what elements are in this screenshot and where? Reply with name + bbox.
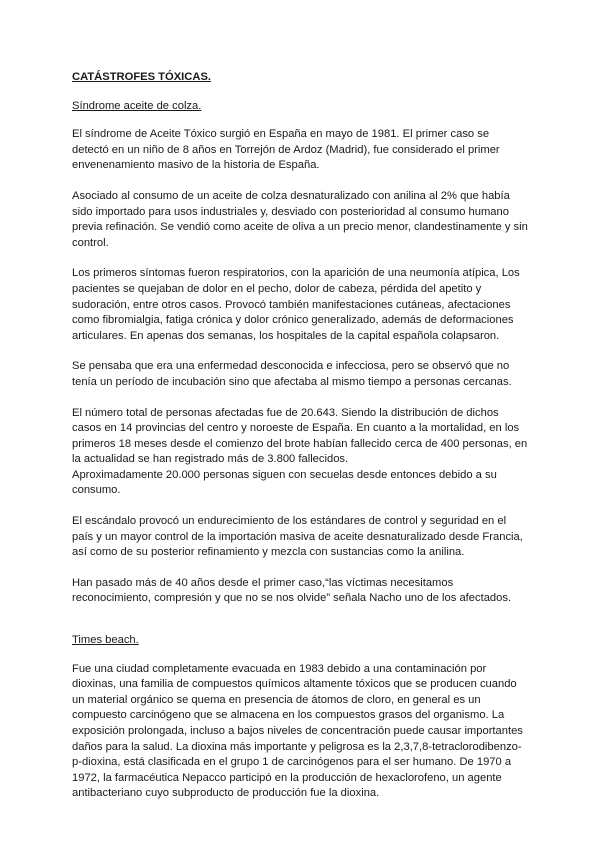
paragraph: El número total de personas afectadas fue de 20.643. Siendo la distribución de dichos casos en 14 provincias del centro y noroeste de España. En cuanto a la mortalidad, en los primeros 18 meses desde el comienzo del brote habían fallecido cerca de 400 personas, en la actualidad se han registrado más de 3.800 fallecidos. xyxy=(72,406,528,466)
section-heading-colza: Síndrome aceite de colza. xyxy=(72,99,202,112)
paragraph: El escándalo provocó un endurecimiento de los estándares de control y seguridad en el país y un mayor control de la importación masiva de aceite desnaturalizado desde Francia, así como de su posterior refinamiento y mezcla con sustancias como la anilina. xyxy=(72,515,523,559)
paragraph: Se pensaba que era una enfermedad desconocida e infecciosa, pero se observó que no tenía un período de incubación sino que afectaba al mismo tiempo a personas cercanas. xyxy=(72,360,512,388)
paragraph: Han pasado más de 40 años desde el primer caso,“las víctimas necesitamos reconocimiento, compresión y que no se nos olvide” señala Nacho uno de los afectados. xyxy=(72,576,512,605)
paragraph: Fue una ciudad completamente evacuada en 1983 debido a una contaminación por dioxinas, una familia de compuestos químicos altamente tóxicos que se producen cuando un material orgánico se quema en presencia de átomos de cloro, en general es un compuesto carcinógeno que se almacena en los compuestos grasos del organismo. La exposición prolongada, incluso a bajos niveles de concentración puede causar importantes daños para la salud. La dioxina más importante y peligrosa es la 2,3,7,8-tetraclorodibenzo-p-dioxina, está clasificada en el grupo 1 de carcinógenos para el ser humano. De 1970 a 1972, la farmacéutica Nepacco participó en la producción de hexaclorofeno, un agente antibacteriano cuyo subproducto de producción fue la dioxina. xyxy=(72,662,523,800)
paragraph: Aproximadamente 20.000 personas siguen con secuelas desde entonces debido a su consumo. xyxy=(72,468,497,497)
paragraph: El síndrome de Aceite Tóxico surgió en España en mayo de 1981. El primer caso se detectó en un niño de 8 años en Torrejón de Ardoz (Madrid), fue considerado el primer envenenamiento masivo de la historia de España. xyxy=(72,128,500,172)
paragraph: Asociado al consumo de un aceite de colza desnaturalizado con anilina al 2% que había sido importado para usos industriales y, desviado con posterioridad al consumo humano previa refinación. Se vendió como aceite de oliva a un precio menor, clandestinamente y sin control. xyxy=(72,189,528,249)
section-heading-times-beach: Times beach. xyxy=(72,634,139,647)
document-title: CATÁSTROFES TÓXICAS. xyxy=(72,71,212,83)
paragraph: Los primeros síntomas fueron respiratorios, con la aparición de una neumonía atípica, Los pacientes se quejaban de dolor en el pecho, dolor de cabeza, pérdida del apetito y sudoración, entre otros casos. Provocó también manifestaciones cutáneas, afectaciones como fibromialgia, fatiga crónica y dolor crónico generalizado, además de deformaciones articulares. En apenas dos semanas, los hospitales de la capital española colapsaron. xyxy=(72,267,520,342)
document-body xyxy=(72,70,528,817)
